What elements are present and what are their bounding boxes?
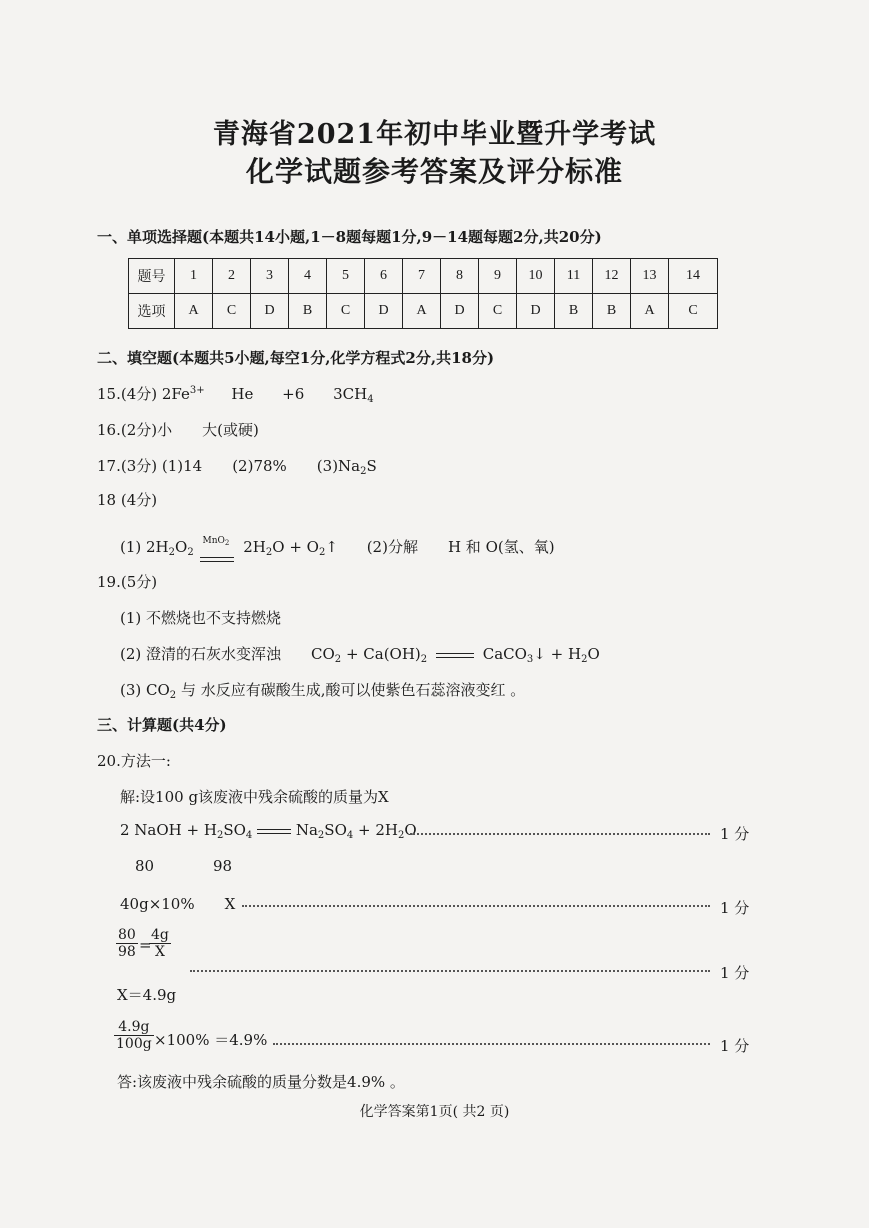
table-cell: C [327,294,365,329]
table-cell: A [631,294,669,329]
q20-label: 20.方法一: [97,752,171,770]
page-title: 青海省2021年初中毕业暨升学考试 [212,119,657,150]
table-cell: 14 [669,259,718,294]
table-cell: D [251,294,289,329]
page-footer: 化学答案第1页( 共2 页) [359,1104,510,1120]
table-header-number: 题号 [129,259,175,294]
table-cell: A [403,294,441,329]
leader-dots [273,1043,710,1045]
q20-percent: ×100% ＝4.9% [154,1031,268,1049]
score-mark: 1 分 [720,899,750,917]
table-cell: 2 [213,259,251,294]
table-cell: C [669,294,718,329]
answer-table [128,258,718,329]
table-cell: 9 [479,259,517,294]
catalyst-label: MnO$_2$ [202,536,230,547]
table-cell: 7 [403,259,441,294]
q20-equation: 2 NaOH + $H_2SO_4$ $Na_2SO_4 + 2H_2O$ [120,821,417,841]
table-header-answer: 选项 [129,294,175,329]
table-cell: 8 [441,259,479,294]
q20-given: 40g×10% X [120,895,236,913]
table-cell: 5 [327,259,365,294]
table-cell: C [479,294,517,329]
leader-dots [410,833,710,835]
q18-part-1: (1) $2H_2O_2$ MnO$_2$ $2H_2O$ + $O_2↑$ (2)分解 H 和 O(氢、氧) [120,536,555,558]
q15-answer: 15.(4分) $2Fe^{3+}$ He +6 $3CH_4$ [97,385,374,405]
table-cell: 12 [593,259,631,294]
table-cell: 6 [365,259,403,294]
q19-part-3: (3) $CO_2$ 与 水反应有碳酸生成,酸可以使紫色石蕊溶液变红 。 [120,681,526,701]
answer-table-answer-row [129,294,718,329]
q16-answer: 16.(2分)小 大(或硬) [97,421,259,439]
table-cell: A [175,294,213,329]
leader-dots [242,905,710,907]
q18-label: 18 (4分) [97,491,158,509]
fraction-4.9g-100g: $\frac{4.9g}{100g}$ [116,1019,152,1052]
table-cell: B [289,294,327,329]
q19-part-2: (2) 澄清的石灰水变浑浊 $CO_2 + Ca(OH)_2$ CaCO$_3$↓ + $H_2O$ [120,645,600,665]
table-cell: D [517,294,555,329]
equals-bar [257,829,291,834]
table-cell: C [213,294,251,329]
q20-result: X＝4.9g [117,986,177,1004]
table-cell: 3 [251,259,289,294]
table-cell: 1 [175,259,213,294]
molar-mass-naoh: 80 [135,857,155,875]
equals-bar [436,653,474,658]
q17-answer: 17.(3分) (1)14 (2)78% $(3)Na_2S$ [97,457,377,477]
table-cell: 10 [517,259,555,294]
q19-label: 19.(5分) [97,573,158,591]
leader-dots [190,970,710,972]
fraction-equals: = [139,936,152,954]
answer-table-number-row [129,259,718,294]
q20-solve: 解:设100 g该废液中残余硫酸的质量为X [120,788,389,806]
score-mark: 1 分 [720,825,750,843]
table-cell: 11 [555,259,593,294]
molar-mass-h2so4: 98 [213,857,233,875]
table-cell: 4 [289,259,327,294]
table-cell: D [441,294,479,329]
score-mark: 1 分 [720,964,750,982]
table-cell: B [555,294,593,329]
table-cell: B [593,294,631,329]
score-mark: 1 分 [720,1037,750,1055]
q20-final-answer: 答:该废液中残余硫酸的质量分数是4.9% 。 [117,1073,405,1091]
q19-part-1: (1) 不燃烧也不支持燃烧 [120,609,282,627]
fraction-4g-x: $\frac{4g}{X}$ [151,927,169,960]
fraction-80-98: $\frac{80}{98}$ [118,927,136,960]
equals-bar [200,557,234,562]
page-subtitle: 化学试题参考答案及评分标准 [245,155,623,188]
section-1-heading: 一、单项选择题(本题共14小题,1－8题每题1分,9－14题每题2分,共20分) [97,228,602,246]
table-cell: D [365,294,403,329]
section-2-heading: 二、填空题(本题共5小题,每空1分,化学方程式2分,共18分) [97,349,495,367]
section-3-heading: 三、计算题(共4分) [97,716,227,734]
table-cell: 13 [631,259,669,294]
